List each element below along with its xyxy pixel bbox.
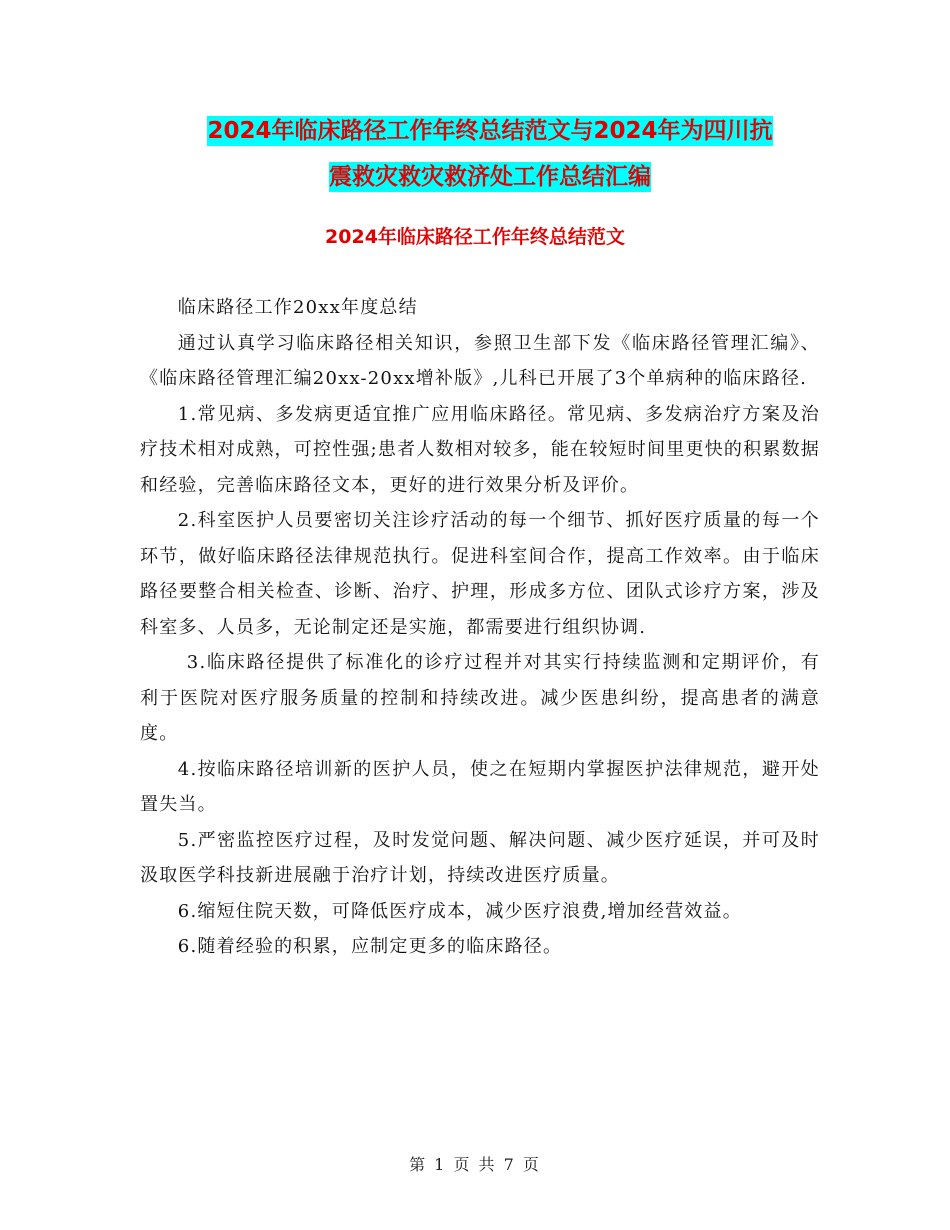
page-footer: 第 1 页 共 7 页 xyxy=(409,1155,541,1174)
paragraph-item-4: 4.按临床路径培训新的医护人员，使之在短期内掌握医护法律规范，避开处置失当。 xyxy=(140,758,820,815)
paragraph-item-6b: 6.随着经验的积累，应制定更多的临床路径。 xyxy=(177,936,563,957)
paragraph-item-1: 1.常见病、多发病更适宜推广应用临床路径。常见病、多发病治疗方案及治疗技术相对成熟，可控性强;患者人数相对较多，能在较短时间里更快的积累数据和经验，完善临床路径文本，更好的进行效果分析及评价。 xyxy=(140,403,820,496)
paragraph-item-6a: 6.缩短住院天数，可降低医疗成本，减少医疗浪费,增加经营效益。 xyxy=(177,900,742,922)
main-title-line-1: 2024年临床路径工作年终总结范文与2024年为四川抗 xyxy=(207,118,773,144)
paragraph-item-2: 2.科室医护人员要密切关注诊疗活动的每一个细节、抓好医疗质量的每一个环节，做好临床路径法律规范执行。促进科室间合作，提高工作效率。由于临床路径要整合相关检查、诊断、治疗、护理，形成多方位、团队式诊疗方案，涉及科室多、人员多，无论制定还是实施，都需要进行组织协调. xyxy=(140,510,820,638)
paragraph-item-5: 5.严密监控医疗过程，及时发觉问题、解决问题、减少医疗延误，并可及时汲取医学科技新进展融于治疗计划，持续改进医疗质量。 xyxy=(140,829,820,886)
paragraph-intro: 通过认真学习临床路径相关知识，参照卫生部下发《临床路径管理汇编》、《临床路径管理汇编20xx-20xx增补版》,儿科已开展了3个单病种的临床路径. xyxy=(140,332,820,389)
main-title-line-2: 震救灾救灾救济处工作总结汇编 xyxy=(329,164,651,190)
main-title xyxy=(140,108,840,200)
paragraph-item-3: 3.临床路径提供了标准化的诊疗过程并对其实行持续监测和定期评价，有利于医院对医疗服务质量的控制和持续改进。减少医患纠纷，提高患者的满意度。 xyxy=(140,652,820,744)
section-title: 2024年临床路径工作年终总结范文 xyxy=(325,226,625,248)
body-text xyxy=(140,290,820,965)
paragraph-subtitle: 临床路径工作20xx年度总结 xyxy=(177,297,418,318)
